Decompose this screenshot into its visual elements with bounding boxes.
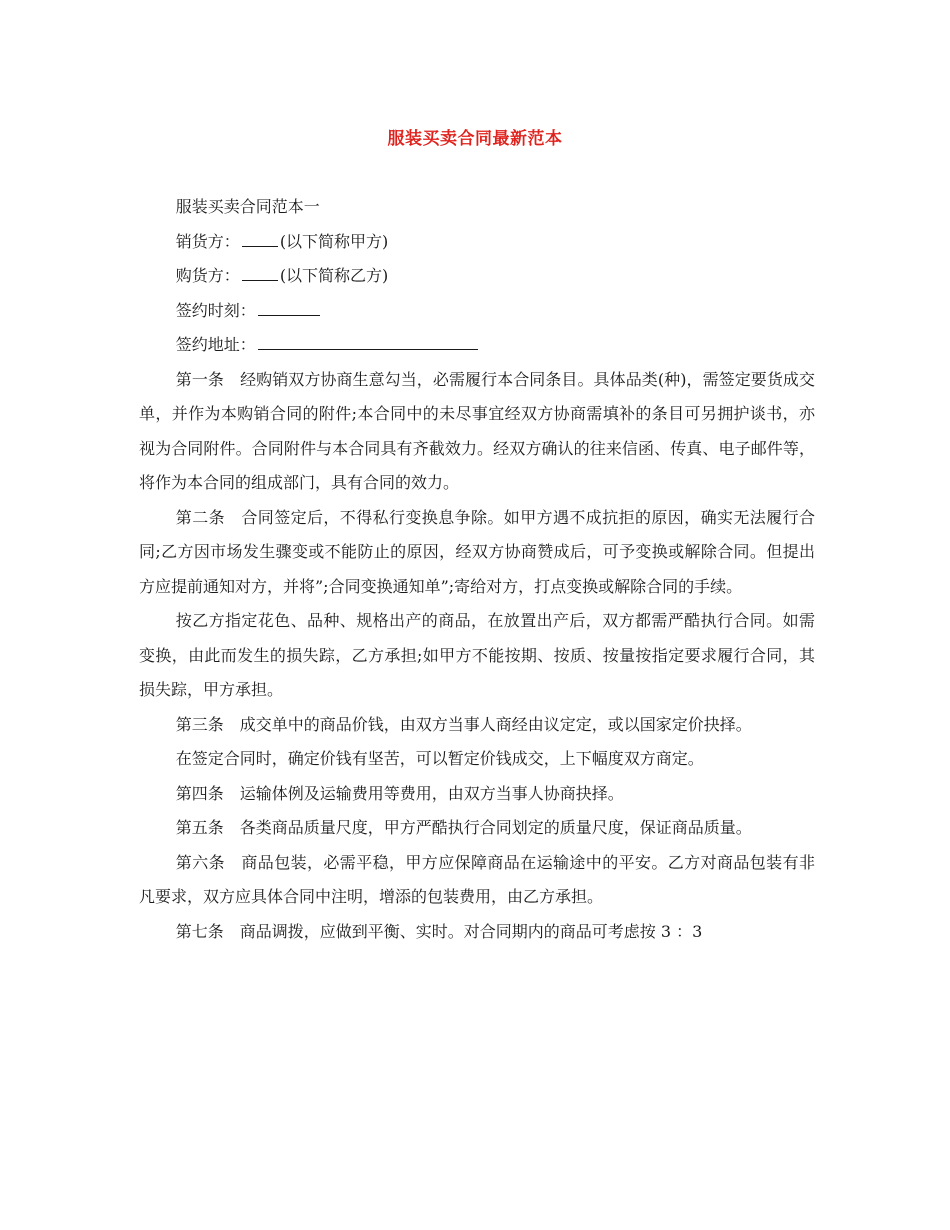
contract-heading: 服装买卖合同范本一 bbox=[175, 197, 320, 216]
article-4: 第四条 运输体例及运输费用等费用，由双方当事人协商抉择。 bbox=[175, 783, 624, 803]
buyer-label: 购货方： bbox=[175, 266, 240, 285]
article-1: 第一条 经购销双方协商生意勾当，必需履行本合同条目。具体品类(种)，需签定要货成交单，并作为本购销合同的附件;本合同中的未尽事宜经双方协商需填补的条目可另拥护谈书，亦视为合同附件。合同附件与本合同具有齐截效力。经双方确认的往来信函、传真、电子邮件等，将作为本合同的组成部门，具有合同的效力。 bbox=[139, 369, 815, 492]
buyer-blank bbox=[242, 262, 278, 281]
article-7: 第七条 商品调拨，应做到平衡、实时。对合同期内的商品可考虑按 3 ：3 bbox=[175, 921, 703, 941]
document-body bbox=[139, 190, 815, 949]
buyer-suffix: (以下简称乙方) bbox=[279, 266, 389, 285]
seller-suffix: (以下简称甲方) bbox=[279, 231, 389, 251]
article-5: 第五条 各类商品质量尺度，甲方严酷执行合同划定的质量尺度，保证商品质量。 bbox=[175, 818, 752, 837]
sign-place-line bbox=[139, 328, 815, 363]
document-title: 服装买卖合同最新范本 bbox=[387, 129, 563, 149]
article-3: 第三条 成交单中的商品价钱，由双方当事人商经由议定定，或以国家定价抉择。 bbox=[175, 714, 752, 734]
article-2: 第二条 合同签定后，不得私行变换息争除。如甲方遇不成抗拒的原因，确实无法履行合同;乙方因市场发生骤变或不能防止的原因，经双方协商赞成后，可予变换或解除合同。但提出方应提前通知对方，并将”;合同变换通知单”;寄给对方，打点变换或解除合同的手续。 bbox=[139, 507, 815, 596]
sign-time-blank bbox=[258, 297, 320, 316]
sign-place-label: 签约地址： bbox=[175, 335, 256, 354]
sign-time-line bbox=[139, 294, 815, 329]
seller-blank bbox=[242, 228, 278, 247]
article-3-continued: 在签定合同时，确定价钱有坚苦，可以暂定价钱成交，上下幅度双方商定。 bbox=[175, 749, 704, 768]
article-2-continued: 按乙方指定花色、品种、规格出产的商品，在放置出产后，双方都需严酷执行合同。如需变换，由此而发生的损失踪，乙方承担;如甲方不能按期、按质、按量按指定要求履行合同，其损失踪，甲方承担。 bbox=[139, 611, 815, 699]
article-6: 第六条 商品包装，必需平稳，甲方应保障商品在运输途中的平安。乙方对商品包装有非凡要求，双方应具体合同中注明，增添的包装费用，由乙方承担。 bbox=[139, 852, 815, 906]
seller-label: 销货方： bbox=[175, 231, 240, 251]
seller-line bbox=[139, 225, 815, 260]
sign-place-blank bbox=[258, 331, 478, 350]
buyer-line bbox=[139, 259, 815, 294]
sign-time-label: 签约时刻： bbox=[175, 300, 256, 320]
